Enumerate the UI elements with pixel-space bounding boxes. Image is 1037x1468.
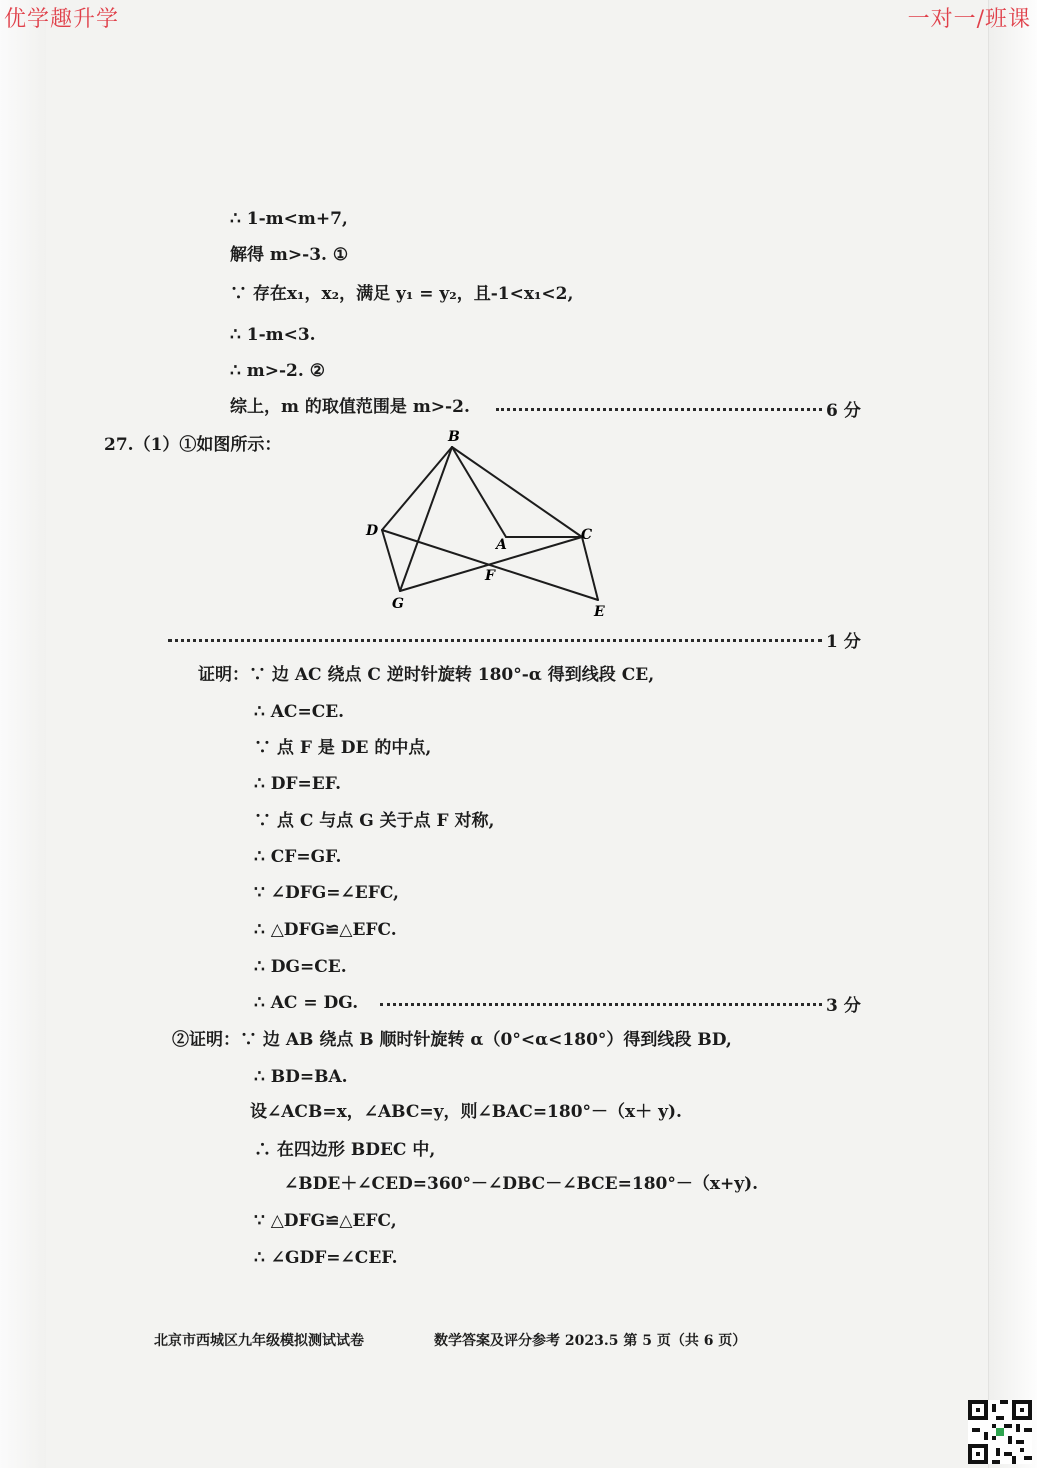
solution-conclusion: 综上，m 的取值范围是 m>-2. [230,397,470,417]
scan-edge-left [0,0,46,1468]
footer-exam-name: 北京市西城区九年级模拟测试试卷 [154,1333,364,1349]
score-3: 3 分 [826,996,861,1016]
segment-BA [452,447,506,537]
proof2-line-7: ∴ ∠GDF=∠CEF. [254,1248,398,1268]
segment-BD [382,447,452,530]
proof2-line-2: ∴ BD=BA. [254,1067,348,1087]
segment-BC [452,447,582,537]
segment-BG [400,447,452,591]
label-G: G [392,596,404,612]
proof-line-1: 证明：∵ 边 AC 绕点 C 逆时针旋转 180°-α 得到线段 CE, [198,665,655,685]
proof-line-10: ∴ AC = DG. [254,993,359,1013]
solution-line-5: ∴ m>-2. ② [230,361,325,381]
qr-code-icon [968,1400,1032,1464]
score-1: 1 分 [826,632,861,652]
score-leader-3 [380,1003,822,1006]
proof-line-3: ∵ 点 F 是 DE 的中点, [254,738,432,758]
solution-line-3: ∵ 存在x₁，x₂，满足 y₁ = y₂，且-1<x₁<2, [230,284,574,304]
proof2-line-4: ∴ 在四边形 BDEC 中, [254,1140,436,1160]
proof2-line-5: ∠BDE＋∠CED=360°－∠DBC－∠BCE=180°－（x+y). [284,1174,759,1194]
proof2-line-6: ∵ △DFG≌△EFC, [254,1211,397,1231]
question-27-heading: 27.（1）①如图所示： [104,435,282,455]
proof2-line-1: ②证明：∵ 边 AB 绕点 B 顺时针旋转 α（0°<α<180°）得到线段 BD, [172,1030,732,1050]
solution-line-2: 解得 m>-3. ① [230,245,349,265]
score-leader-1 [168,639,822,642]
proof-line-2: ∴ AC=CE. [254,702,345,722]
watermark-left: 优学趣升学 [4,7,120,32]
solution-line-4: ∴ 1-m<3. [230,325,316,345]
proof2-line-3: 设∠ACB=x，∠ABC=y，则∠BAC=180°－（x＋ y). [250,1102,682,1122]
label-E: E [594,604,605,620]
label-D: D [366,523,379,539]
segment-CE [582,537,598,600]
proof-line-4: ∴ DF=EF. [254,774,342,794]
scan-edge-right [988,0,1037,1468]
proof-line-6: ∴ CF=GF. [254,847,342,867]
footer-page-info: 数学答案及评分参考 2023.5 第 5 页（共 6 页） [434,1333,747,1349]
segment-DG [382,530,400,591]
proof-line-7: ∵ ∠DFG=∠EFC, [254,883,399,903]
geometry-figure [360,425,620,625]
label-F: F [485,568,495,584]
label-B: B [448,429,460,445]
solution-line-1: ∴ 1-m<m+7, [230,209,348,229]
proof-line-5: ∵ 点 C 与点 G 关于点 F 对称, [254,811,495,831]
watermark-right: 一对一/班课 [907,7,1031,32]
label-A: A [496,537,507,553]
score-leader-6 [496,408,822,411]
score-6: 6 分 [826,401,861,421]
proof-line-8: ∴ △DFG≌△EFC. [254,920,397,940]
label-C: C [581,527,593,543]
proof-line-9: ∴ DG=CE. [254,957,347,977]
